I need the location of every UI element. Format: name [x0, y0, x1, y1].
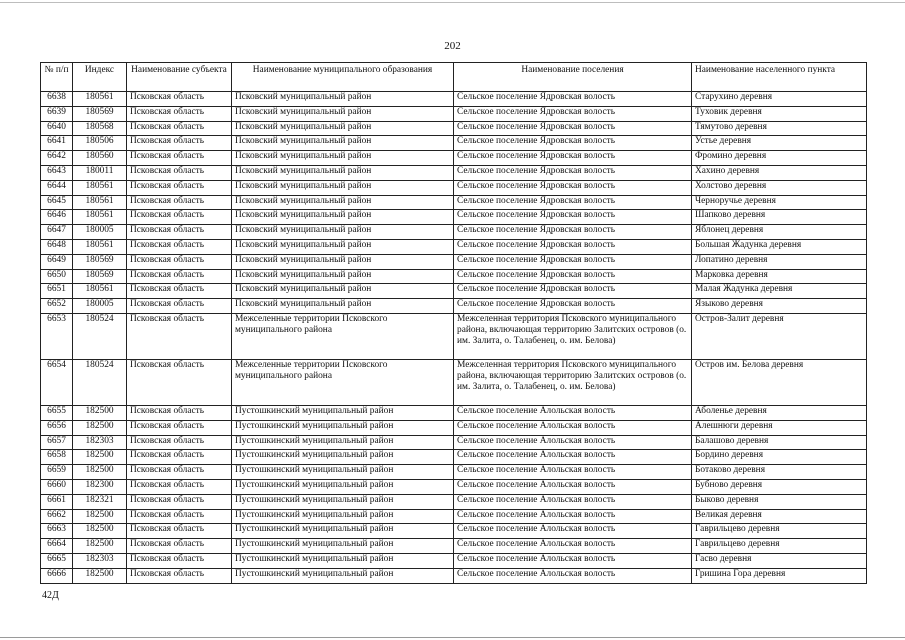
cell-locality: Гаврильцево деревня	[692, 524, 867, 539]
cell-municipality: Межселенные территории Псковского муниципального района	[232, 313, 454, 359]
cell-settlement: Сельское поселение Ядровская волость	[454, 269, 692, 284]
cell-settlement: Межселенная территория Псковского муниципального района, включающая территорию Залитских островов (о. им. Залита, о. Талабенец, о. им. Белова)	[454, 313, 692, 359]
cell-locality: Балашово деревня	[692, 435, 867, 450]
cell-num: 6638	[41, 92, 73, 107]
table-row	[41, 254, 867, 269]
cell-settlement: Сельское поселение Ядровская волость	[454, 136, 692, 151]
cell-num: 6640	[41, 121, 73, 136]
table-row	[41, 568, 867, 583]
cell-num: 6664	[41, 539, 73, 554]
cell-municipality: Пустошкинский муниципальный район	[232, 553, 454, 568]
cell-subject: Псковская область	[127, 225, 232, 240]
cell-subject: Псковская область	[127, 568, 232, 583]
cell-index: 180561	[73, 210, 127, 225]
cell-index: 182500	[73, 465, 127, 480]
settlements-table	[40, 62, 867, 584]
page-number: 202	[444, 40, 461, 52]
table-row	[41, 405, 867, 420]
cell-settlement: Сельское поселение Алольская волость	[454, 405, 692, 420]
cell-subject: Псковская область	[127, 450, 232, 465]
cell-num: 6642	[41, 151, 73, 166]
cell-settlement: Сельское поселение Алольская волость	[454, 568, 692, 583]
cell-locality: Шапково деревня	[692, 210, 867, 225]
cell-index: 180569	[73, 254, 127, 269]
cell-num: 6639	[41, 106, 73, 121]
cell-subject: Псковская область	[127, 359, 232, 405]
cell-municipality: Псковский муниципальный район	[232, 269, 454, 284]
cell-municipality: Псковский муниципальный район	[232, 254, 454, 269]
cell-num: 6648	[41, 239, 73, 254]
cell-num: 6661	[41, 494, 73, 509]
cell-num: 6651	[41, 284, 73, 299]
cell-municipality: Псковский муниципальный район	[232, 106, 454, 121]
cell-municipality: Псковский муниципальный район	[232, 225, 454, 240]
table-row	[41, 509, 867, 524]
cell-municipality: Пустошкинский муниципальный район	[232, 465, 454, 480]
cell-locality: Яблонец деревня	[692, 225, 867, 240]
cell-num: 6665	[41, 553, 73, 568]
cell-municipality: Пустошкинский муниципальный район	[232, 405, 454, 420]
cell-settlement: Сельское поселение Ядровская волость	[454, 92, 692, 107]
table-row	[41, 465, 867, 480]
cell-index: 180011	[73, 165, 127, 180]
cell-num: 6653	[41, 313, 73, 359]
cell-subject: Псковская область	[127, 151, 232, 166]
cell-num: 6647	[41, 225, 73, 240]
header-settlement: Наименование поселения	[454, 63, 692, 92]
table-row	[41, 92, 867, 107]
table-row	[41, 494, 867, 509]
cell-municipality: Псковский муниципальный район	[232, 284, 454, 299]
cell-subject: Псковская область	[127, 420, 232, 435]
cell-municipality: Псковский муниципальный район	[232, 195, 454, 210]
cell-subject: Псковская область	[127, 106, 232, 121]
header-municipality: Наименование муниципального образования	[232, 63, 454, 92]
table-row	[41, 450, 867, 465]
cell-settlement: Сельское поселение Алольская волость	[454, 539, 692, 554]
cell-subject: Псковская область	[127, 195, 232, 210]
cell-index: 182500	[73, 568, 127, 583]
cell-locality: Остров им. Белова деревня	[692, 359, 867, 405]
table-row	[41, 106, 867, 121]
cell-locality: Алешнюги деревня	[692, 420, 867, 435]
cell-index: 180561	[73, 195, 127, 210]
cell-municipality: Пустошкинский муниципальный район	[232, 450, 454, 465]
cell-index: 180561	[73, 92, 127, 107]
table-row	[41, 269, 867, 284]
cell-subject: Псковская область	[127, 465, 232, 480]
cell-municipality: Пустошкинский муниципальный район	[232, 435, 454, 450]
cell-num: 6658	[41, 450, 73, 465]
cell-subject: Псковская область	[127, 509, 232, 524]
cell-subject: Псковская область	[127, 92, 232, 107]
cell-settlement: Сельское поселение Ядровская волость	[454, 106, 692, 121]
cell-index: 180005	[73, 299, 127, 314]
cell-municipality: Пустошкинский муниципальный район	[232, 539, 454, 554]
table-row	[41, 121, 867, 136]
cell-settlement: Сельское поселение Ядровская волость	[454, 254, 692, 269]
cell-settlement: Сельское поселение Алольская волость	[454, 450, 692, 465]
cell-index: 182303	[73, 435, 127, 450]
scan-edge-bottom	[0, 637, 905, 638]
cell-municipality: Пустошкинский муниципальный район	[232, 479, 454, 494]
cell-subject: Псковская область	[127, 479, 232, 494]
cell-subject: Псковская область	[127, 524, 232, 539]
cell-num: 6650	[41, 269, 73, 284]
cell-municipality: Пустошкинский муниципальный район	[232, 509, 454, 524]
cell-locality: Устье деревня	[692, 136, 867, 151]
cell-num: 6662	[41, 509, 73, 524]
cell-settlement: Сельское поселение Алольская волость	[454, 435, 692, 450]
cell-num: 6654	[41, 359, 73, 405]
cell-settlement: Сельское поселение Ядровская волость	[454, 195, 692, 210]
cell-index: 182500	[73, 539, 127, 554]
cell-settlement: Сельское поселение Алольская волость	[454, 494, 692, 509]
footer-code: 42Д	[42, 590, 59, 601]
cell-locality: Холстово деревня	[692, 180, 867, 195]
table-row	[41, 420, 867, 435]
cell-subject: Псковская область	[127, 405, 232, 420]
cell-locality: Хахино деревня	[692, 165, 867, 180]
cell-num: 6655	[41, 405, 73, 420]
table-body	[41, 92, 867, 584]
table-row	[41, 539, 867, 554]
cell-settlement: Сельское поселение Ядровская волость	[454, 225, 692, 240]
cell-index: 182321	[73, 494, 127, 509]
cell-num: 6660	[41, 479, 73, 494]
table-row	[41, 151, 867, 166]
cell-index: 182500	[73, 524, 127, 539]
cell-num: 6641	[41, 136, 73, 151]
table-header-row	[41, 63, 867, 92]
cell-num: 6643	[41, 165, 73, 180]
cell-subject: Псковская область	[127, 435, 232, 450]
cell-locality: Гаврильцево деревня	[692, 539, 867, 554]
cell-settlement: Сельское поселение Ядровская волость	[454, 151, 692, 166]
cell-locality: Остров-Залит деревня	[692, 313, 867, 359]
cell-subject: Псковская область	[127, 121, 232, 136]
cell-index: 180506	[73, 136, 127, 151]
cell-index: 182300	[73, 479, 127, 494]
cell-index: 180524	[73, 313, 127, 359]
cell-settlement: Сельское поселение Ядровская волость	[454, 180, 692, 195]
table-row	[41, 195, 867, 210]
cell-municipality: Псковский муниципальный район	[232, 299, 454, 314]
cell-index: 182303	[73, 553, 127, 568]
cell-locality: Туховик деревня	[692, 106, 867, 121]
cell-municipality: Псковский муниципальный район	[232, 180, 454, 195]
cell-subject: Псковская область	[127, 210, 232, 225]
header-num: № п/п	[41, 63, 73, 92]
cell-settlement: Сельское поселение Ядровская волость	[454, 299, 692, 314]
cell-index: 180560	[73, 151, 127, 166]
cell-locality: Великая деревня	[692, 509, 867, 524]
cell-index: 180524	[73, 359, 127, 405]
cell-municipality: Псковский муниципальный район	[232, 92, 454, 107]
table-row	[41, 359, 867, 405]
cell-locality: Ботаково деревня	[692, 465, 867, 480]
table-row	[41, 180, 867, 195]
cell-index: 180568	[73, 121, 127, 136]
table-row	[41, 210, 867, 225]
table-row	[41, 313, 867, 359]
cell-locality: Гасво деревня	[692, 553, 867, 568]
cell-settlement: Сельское поселение Алольская волость	[454, 553, 692, 568]
cell-settlement: Сельское поселение Алольская волость	[454, 420, 692, 435]
cell-subject: Псковская область	[127, 494, 232, 509]
cell-municipality: Псковский муниципальный район	[232, 121, 454, 136]
cell-settlement: Сельское поселение Ядровская волость	[454, 210, 692, 225]
cell-settlement: Сельское поселение Ядровская волость	[454, 284, 692, 299]
cell-num: 6652	[41, 299, 73, 314]
cell-index: 182500	[73, 509, 127, 524]
cell-subject: Псковская область	[127, 254, 232, 269]
cell-subject: Псковская область	[127, 284, 232, 299]
cell-subject: Псковская область	[127, 313, 232, 359]
cell-index: 180569	[73, 106, 127, 121]
table-row	[41, 479, 867, 494]
table-row	[41, 524, 867, 539]
table-row	[41, 553, 867, 568]
cell-subject: Псковская область	[127, 165, 232, 180]
cell-locality: Старухино деревня	[692, 92, 867, 107]
cell-settlement: Сельское поселение Алольская волость	[454, 479, 692, 494]
cell-municipality: Пустошкинский муниципальный район	[232, 494, 454, 509]
cell-municipality: Псковский муниципальный район	[232, 165, 454, 180]
cell-num: 6649	[41, 254, 73, 269]
cell-settlement: Сельское поселение Алольская волость	[454, 524, 692, 539]
cell-index: 180005	[73, 225, 127, 240]
cell-num: 6657	[41, 435, 73, 450]
cell-municipality: Псковский муниципальный район	[232, 136, 454, 151]
cell-settlement: Сельское поселение Ядровская волость	[454, 121, 692, 136]
cell-locality: Лопатино деревня	[692, 254, 867, 269]
cell-locality: Аболенье деревня	[692, 405, 867, 420]
cell-num: 6644	[41, 180, 73, 195]
cell-locality: Гришина Гора деревня	[692, 568, 867, 583]
cell-municipality: Пустошкинский муниципальный район	[232, 524, 454, 539]
cell-locality: Языково деревня	[692, 299, 867, 314]
cell-settlement: Межселенная территория Псковского муниципального района, включающая территорию Залитских островов (о. им. Залита, о. Талабенец, о. им. Белова)	[454, 359, 692, 405]
cell-locality: Большая Жадунка деревня	[692, 239, 867, 254]
table-row	[41, 165, 867, 180]
cell-settlement: Сельское поселение Алольская волость	[454, 465, 692, 480]
cell-num: 6646	[41, 210, 73, 225]
cell-index: 180561	[73, 180, 127, 195]
cell-index: 180561	[73, 284, 127, 299]
table-row	[41, 284, 867, 299]
cell-municipality: Пустошкинский муниципальный район	[232, 568, 454, 583]
table-row	[41, 239, 867, 254]
cell-municipality: Псковский муниципальный район	[232, 210, 454, 225]
cell-locality: Фромино деревня	[692, 151, 867, 166]
cell-locality: Черноручье деревня	[692, 195, 867, 210]
cell-num: 6645	[41, 195, 73, 210]
cell-subject: Псковская область	[127, 180, 232, 195]
cell-settlement: Сельское поселение Ядровская волость	[454, 165, 692, 180]
header-locality: Наименование населенного пункта	[692, 63, 867, 92]
cell-subject: Псковская область	[127, 269, 232, 284]
cell-subject: Псковская область	[127, 553, 232, 568]
cell-num: 6663	[41, 524, 73, 539]
table-row	[41, 136, 867, 151]
cell-index: 182500	[73, 405, 127, 420]
cell-locality: Бубново деревня	[692, 479, 867, 494]
cell-locality: Тямутово деревня	[692, 121, 867, 136]
cell-subject: Псковская область	[127, 299, 232, 314]
cell-settlement: Сельское поселение Алольская волость	[454, 509, 692, 524]
cell-index: 182500	[73, 450, 127, 465]
cell-locality: Быково деревня	[692, 494, 867, 509]
cell-index: 182500	[73, 420, 127, 435]
cell-locality: Бордино деревня	[692, 450, 867, 465]
cell-locality: Марковка деревня	[692, 269, 867, 284]
cell-index: 180569	[73, 269, 127, 284]
cell-num: 6666	[41, 568, 73, 583]
cell-locality: Малая Жадунка деревня	[692, 284, 867, 299]
table-row	[41, 225, 867, 240]
header-index: Индекс	[73, 63, 127, 92]
cell-municipality: Межселенные территории Псковского муниципального района	[232, 359, 454, 405]
header-subject: Наименование субъекта	[127, 63, 232, 92]
cell-subject: Псковская область	[127, 539, 232, 554]
cell-num: 6659	[41, 465, 73, 480]
cell-settlement: Сельское поселение Ядровская волость	[454, 239, 692, 254]
cell-num: 6656	[41, 420, 73, 435]
scan-edge-top	[0, 2, 905, 3]
table-row	[41, 435, 867, 450]
cell-index: 180561	[73, 239, 127, 254]
cell-municipality: Псковский муниципальный район	[232, 239, 454, 254]
cell-subject: Псковская область	[127, 136, 232, 151]
table-row	[41, 299, 867, 314]
cell-municipality: Пустошкинский муниципальный район	[232, 420, 454, 435]
cell-subject: Псковская область	[127, 239, 232, 254]
cell-municipality: Псковский муниципальный район	[232, 151, 454, 166]
